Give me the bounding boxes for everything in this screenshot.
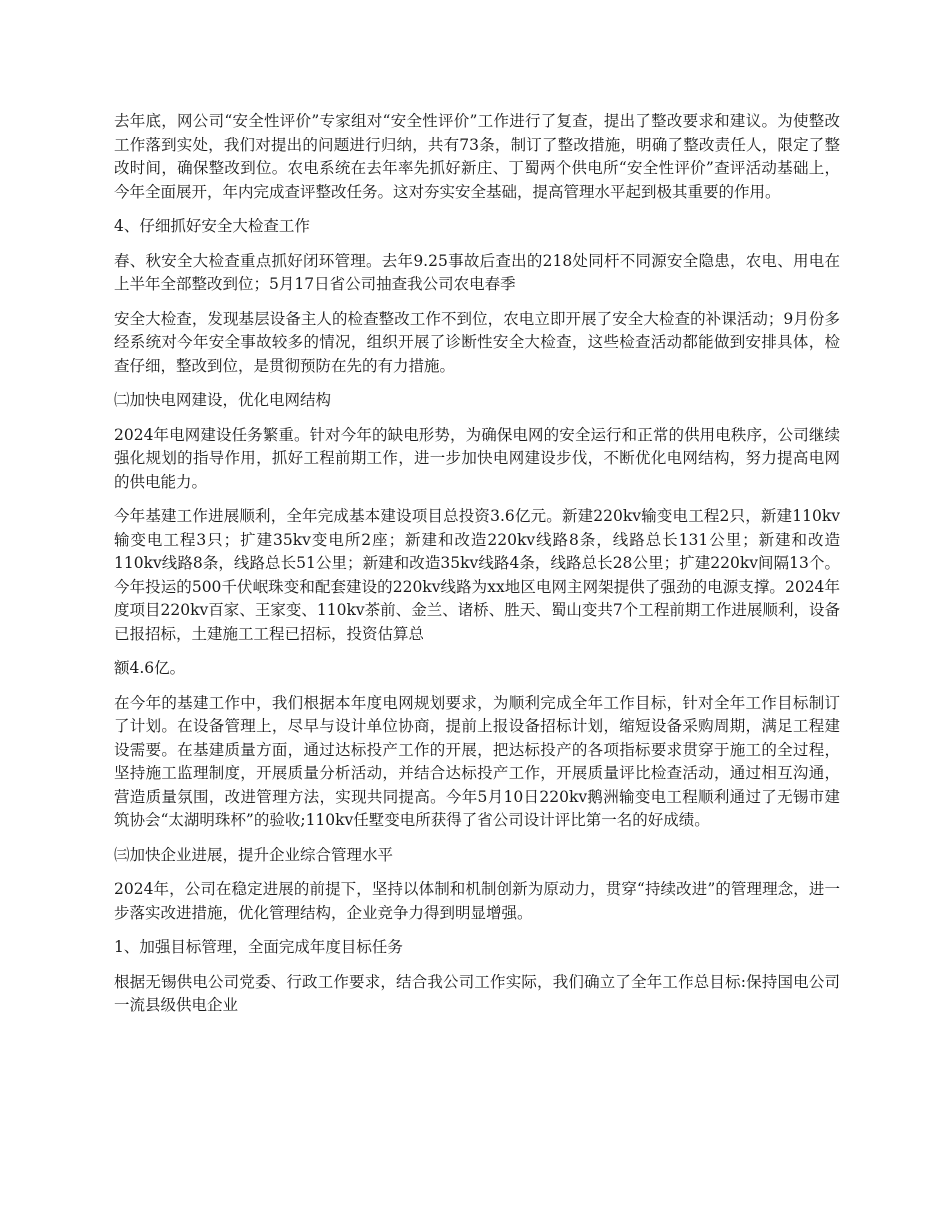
paragraph-infrastructure-progress: 今年基建工作进展顺利，全年完成基本建设项目总投资3.6亿元。新建220kv输变电工程2只，新建110kv输变电工程3只；扩建35kv变电所2座；新建和改造220kv线路8条，线路总长131公里；新建和改造110kv线路8条，线路总长51公里；新建和改造35kv线路4条，线路总长28公里；扩建220kv间隔13个。今年投运的500千伏岷珠变和配套建设的220kv线路为xx地区电网主网架提供了强劲的电源支撑。2024年度项目220kv百家、王家变、110kv茶前、金兰、诸桥、胜天、蜀山变共7个工程前期工作进展顺利，设备已报招标，土建施工工程已招标，投资估算总: [114, 507, 840, 643]
paragraph-inspection-followup: 安全大检查，发现基层设备主人的检查整改工作不到位，农电立即开展了安全大检查的补课活动；9月份多经系统对今年安全事故较多的情况，组织开展了诊断性安全大检查，这些检查活动都能做到安排具体，检查仔细，整改到位，是贯彻预防在先的有力措施。: [114, 309, 840, 375]
paragraph-construction-quality: 在今年的基建工作中，我们根据本年度电网规划要求，为顺利完成全年工作目标，针对全年工作目标制订了计划。在设备管理上，尽早与设计单位协商，提前上报设备招标计划，缩短设备采购周期，满足工程建设需要。在基建质量方面，通过达标投产工作的开展，把达标投产的各项指标要求贯穿于施工的全过程，坚持施工监理制度，开展质量分析活动，并结合达标投产工作，开展质量评比检查活动，通过相互沟通，营造质量氛围，改进管理方法，实现共同提高。今年5月10日220kv鹅洲输变电工程顺利通过了无锡市建筑协会“太湖明珠杯”的验收;110kv任墅变电所获得了省公司设计评比第一名的好成绩。: [114, 693, 840, 829]
heading-grid-construction: ㈡加快电网建设，优化电网结构: [114, 391, 332, 409]
document-body: [114, 110, 840, 1029]
paragraph-continuous-improvement: 2024年，公司在稳定进展的前提下，坚持以体制和机制创新为原动力，贯穿“持续改进”的管理理念，进一步落实改进措施，优化管理结构，企业竞争力得到明显增强。: [114, 880, 840, 922]
paragraph-annual-goals: 根据无锡供电公司党委、行政工作要求，结合我公司工作实际，我们确立了全年工作总目标:保持国电公司一流县级供电企业: [114, 972, 840, 1014]
heading-safety-inspection: 4、仔细抓好安全大检查工作: [114, 217, 310, 235]
heading-target-management: 1、加强目标管理，全面完成年度目标任务: [114, 938, 403, 956]
paragraph-spring-autumn-inspection: 春、秋安全大检查重点抓好闭环管理。去年9.25事故后查出的218处同杆不同源安全隐患，农电、用电在上半年全部整改到位；5月17日省公司抽查我公司农电春季: [114, 251, 840, 293]
paragraph-safety-evaluation-review: 去年底，网公司“安全性评价”专家组对“安全性评价”工作进行了复查，提出了整改要求和建议。为使整改工作落到实处，我们对提出的问题进行归纳，共有73条，制订了整改措施，明确了整改责任人，限定了整改时间，确保整改到位。农电系统在去年率先抓好新庄、丁蜀两个供电所“安全性评价”查评活动基础上，今年全面展开，年内完成查评整改任务。这对夯实安全基础，提高管理水平起到极其重要的作用。: [114, 112, 840, 201]
paragraph-grid-construction-tasks: 2024年电网建设任务繁重。针对今年的缺电形势，为确保电网的安全运行和正常的供用电秩序，公司继续强化规划的指导作用，抓好工程前期工作，进一步加快电网建设步伐，不断优化电网结构，努力提高电网的供电能力。: [114, 425, 840, 491]
paragraph-investment-total: 额4.6亿。: [114, 659, 186, 677]
heading-enterprise-management: ㈢加快企业进展，提升企业综合管理水平: [114, 845, 394, 864]
